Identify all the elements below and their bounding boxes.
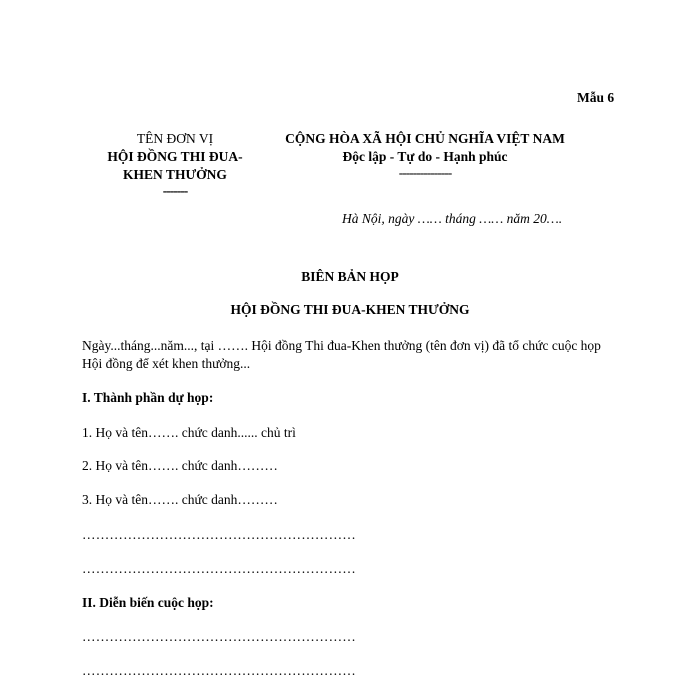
unit-name: TÊN ĐƠN VỊ: [136, 131, 214, 146]
council-name-line1: HỘI ĐỒNG THI ĐUA-: [107, 149, 243, 164]
form-number: Mẫu 6: [577, 90, 615, 105]
intro-paragraph: Ngày...tháng...năm..., tại ……. Hội đồng Thi đua-Khen thưởng (tên đơn vị) đã tổ chức cuộc họp Hội đồng để xét khen thưởng...: [82, 338, 601, 371]
document-title: BIÊN BẢN HỌP: [301, 269, 399, 284]
blank-line: ……………………………………………………: [82, 663, 356, 678]
country-name: CỘNG HÒA XÃ HỘI CHỦ NGHĨA VIỆT NAM: [285, 131, 565, 146]
section-1-heading: I. Thành phần dự họp:: [82, 390, 214, 405]
attendee-line-2: 2. Họ và tên……. chức danh………: [82, 458, 278, 473]
document-subtitle: HỘI ĐỒNG THI ĐUA-KHEN THƯỞNG: [230, 302, 470, 317]
national-motto: Độc lập - Tự do - Hạnh phúc: [342, 149, 508, 164]
blank-line: ……………………………………………………: [82, 561, 356, 576]
place-date: Hà Nội, ngày …… tháng …… năm 20….: [342, 211, 563, 226]
blank-line: ……………………………………………………: [82, 629, 356, 644]
unit-header: [90, 130, 260, 198]
council-name-line2: KHEN THƯỞNG: [123, 167, 227, 182]
national-header: [268, 130, 582, 180]
national-separator: ---------------: [398, 165, 452, 180]
attendee-line-1: 1. Họ và tên……. chức danh...... chủ trì: [82, 425, 296, 440]
unit-separator: -------: [162, 183, 188, 198]
attendee-line-3: 3. Họ và tên……. chức danh………: [82, 492, 278, 507]
blank-line: ……………………………………………………: [82, 527, 356, 542]
section-2-heading: II. Diễn biến cuộc họp:: [82, 595, 214, 610]
